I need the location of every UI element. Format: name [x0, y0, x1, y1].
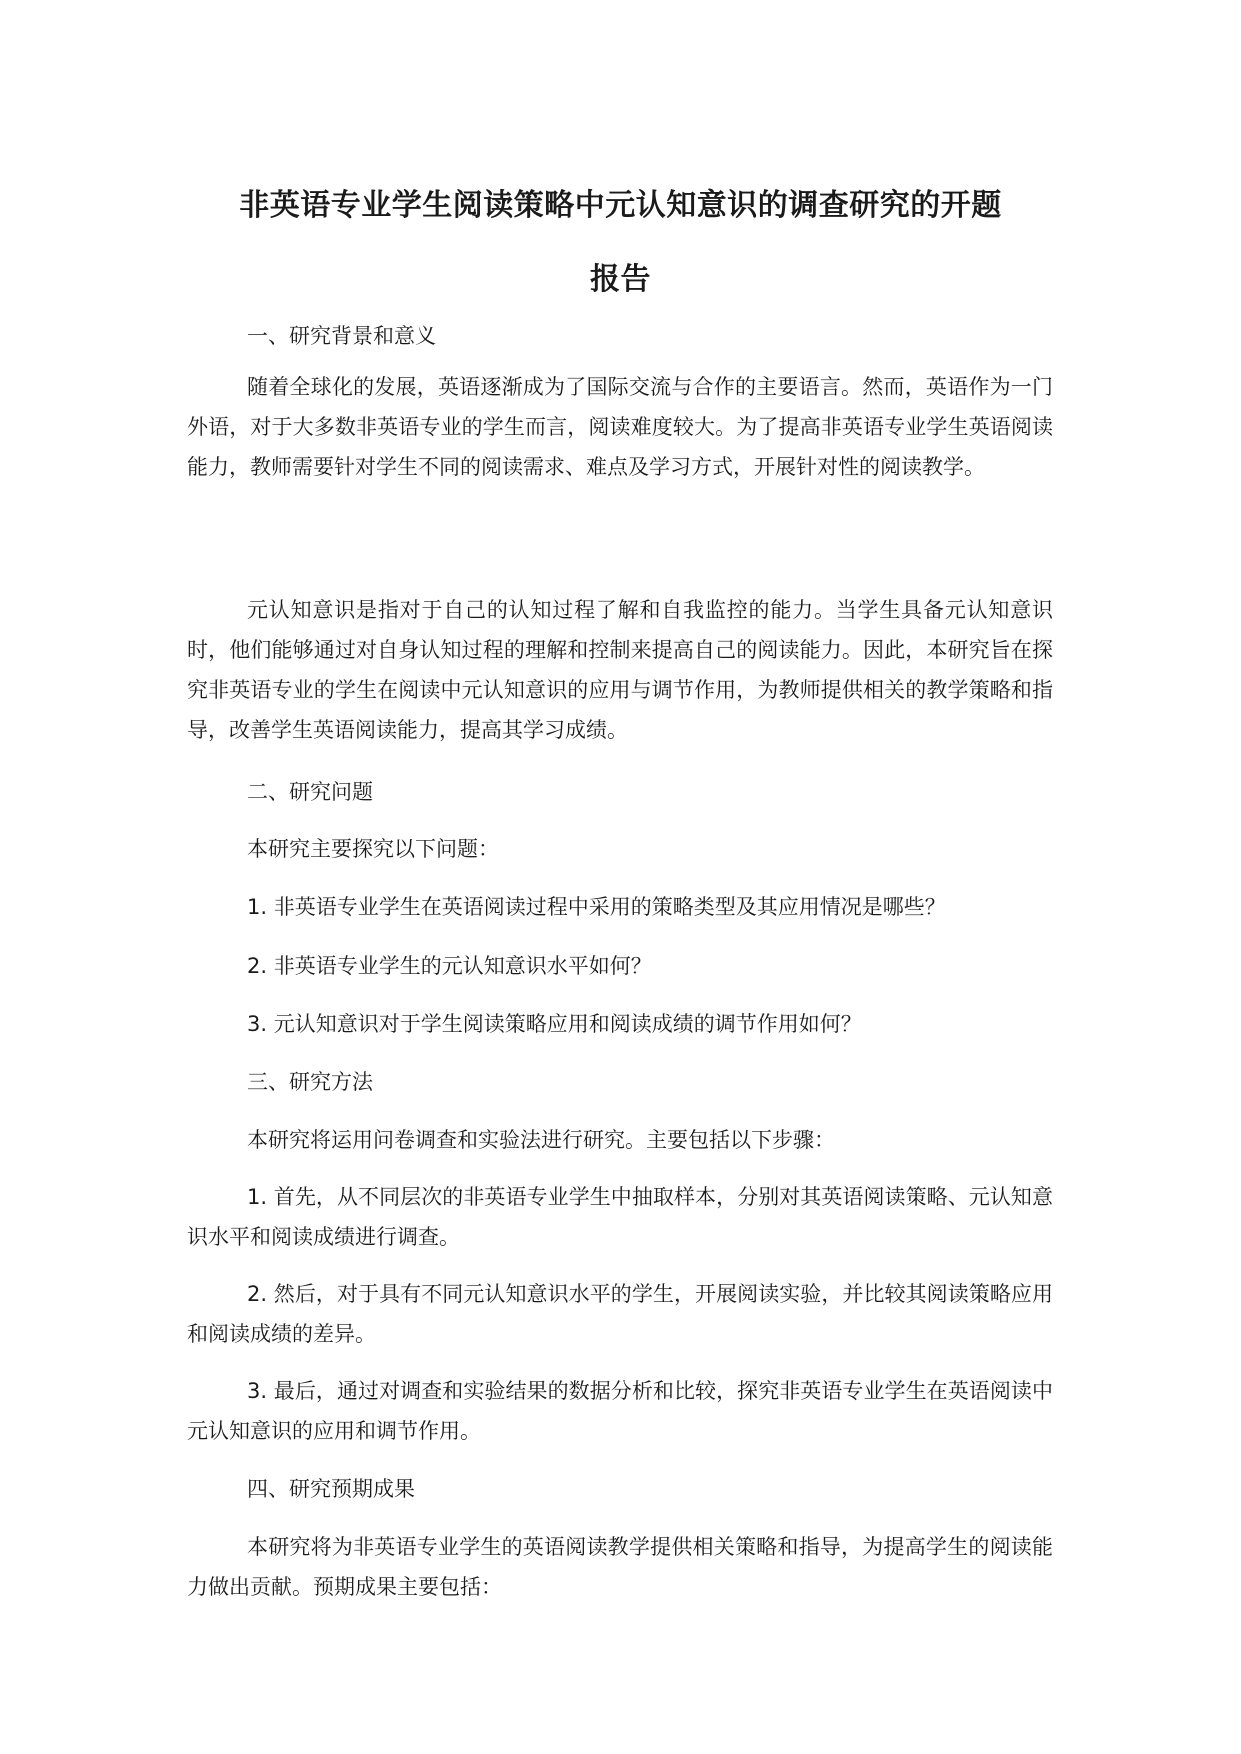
section-4-heading: 四、研究预期成果: [247, 1477, 415, 1501]
section-1-paragraph-2: 元认知意识是指对于自己的认知过程了解和自我监控的能力。当学生具备元认知意识时，他们能够通过对自身认知过程的理解和控制来提高自己的阅读能力。因此，本研究旨在探究非英语专业的学生在阅读中元认知意识的应用与调节作用，为教师提供相关的教学策略和指导，改善学生英语阅读能力，提高其学习成绩。: [187, 598, 1053, 742]
method-step-2: 2. 然后，对于具有不同元认知意识水平的学生，开展阅读实验，并比较其阅读策略应用和阅读成绩的差异。: [187, 1282, 1053, 1346]
document-title-line-1: 非英语专业学生阅读策略中元认知意识的调查研究的开题: [239, 188, 1002, 223]
method-step-1: 1. 首先，从不同层次的非英语专业学生中抽取样本，分别对其英语阅读策略、元认知意识水平和阅读成绩进行调查。: [187, 1185, 1053, 1249]
section-4-paragraph-1: 本研究将为非英语专业学生的英语阅读教学提供相关策略和指导，为提高学生的阅读能力做出贡献。预期成果主要包括：: [187, 1535, 1053, 1599]
question-item-3: 3. 元认知意识对于学生阅读策略应用和阅读成绩的调节作用如何？: [247, 1012, 862, 1036]
question-item-1: 1. 非英语专业学生在英语阅读过程中采用的策略类型及其应用情况是哪些？: [247, 895, 946, 919]
document-title-line-2: 报告: [590, 262, 651, 297]
question-item-2: 2. 非英语专业学生的元认知意识水平如何？: [247, 954, 652, 978]
section-3-intro: 本研究将运用问卷调查和实验法进行研究。主要包括以下步骤：: [247, 1128, 835, 1152]
section-3-heading: 三、研究方法: [247, 1070, 373, 1094]
section-2-intro: 本研究主要探究以下问题：: [247, 837, 499, 861]
section-2-heading: 二、研究问题: [247, 780, 373, 804]
method-step-3: 3. 最后，通过对调查和实验结果的数据分析和比较，探究非英语专业学生在英语阅读中元认知意识的应用和调节作用。: [187, 1379, 1053, 1443]
section-1-paragraph-1: 随着全球化的发展，英语逐渐成为了国际交流与合作的主要语言。然而，英语作为一门外语，对于大多数非英语专业的学生而言，阅读难度较大。为了提高非英语专业学生英语阅读能力，教师需要针对学生不同的阅读需求、难点及学习方式，开展针对性的阅读教学。: [187, 375, 1053, 479]
section-1-heading: 一、研究背景和意义: [247, 324, 436, 348]
